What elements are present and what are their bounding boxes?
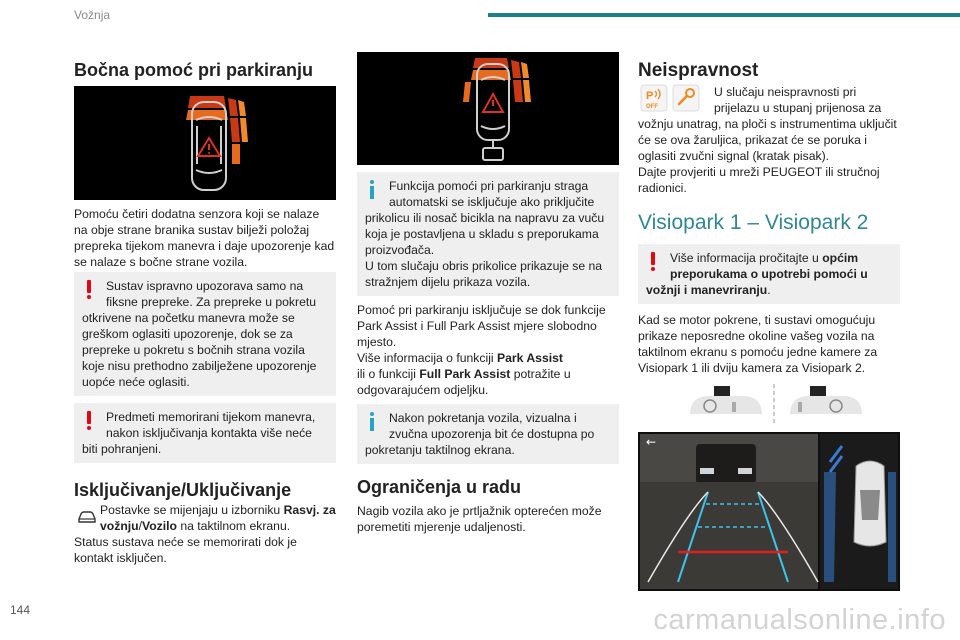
limitations-text: Nagib vozila ako je prtljažnik opterećen može poremetiti mjerenje udaljenosti. [357, 504, 602, 534]
info-trailer: Funkcija pomoći pri parkiranju straga automatski se isključuje ako priključite prikolicu ili nosač bicikla na napravu za vuču koja je postavljena u skladu s preporukama proizvođača. U tom slučaju obris prikolice prikazuje se na stražnjem dijelu prikaza vozila. [357, 172, 619, 296]
back-arrow-icon: ← [646, 435, 657, 449]
toggle-text: Postavke se mijenjaju u izborniku Rasvj. za vožnju/Vozilo na taktilnom ekranu. Status sustava neće se memorirati dok je kontakt isključen. [74, 503, 336, 565]
section-title-fault: Neispravnost [638, 60, 759, 81]
warning-triangle-icon [198, 138, 220, 156]
note-general-recommendations: Više informacija pročitajte u općim preporukama o upotrebi pomoći u vožnji i manevriranju. [638, 244, 900, 304]
info-icon [367, 412, 377, 431]
exclamation-icon [648, 252, 658, 271]
warning-triangle-icon [483, 94, 503, 112]
camera-position-diagram [686, 384, 886, 424]
section-title-side-parking: Bočna pomoć pri parkiranju [74, 60, 314, 80]
exclamation-icon [84, 411, 94, 430]
fault-text: U slučaju neispravnosti pri prijelazu u stupanj prijenosa za vožnju unatrag, na ploči s instrumentima uključit će se ova žaruljica, prikazat će se poruka i oglasiti zvučni signal (kratak pisak). Dajte provjeriti u mreži PEUGEOT ili stručnoj radionici. [638, 85, 897, 195]
section-title-visiopark: Visiopark 1 – Visiopark 2 [638, 211, 869, 234]
rear-camera-icon [690, 386, 762, 414]
section-title-limitations: Ograničenja u radu [357, 477, 522, 497]
trailer-outline-icon [483, 140, 503, 160]
info-icon [367, 180, 377, 199]
watermark: carmanualsonline.info [653, 604, 946, 636]
warning-memorized-objects: Predmeti memorirani tijekom manevra, nakon isključivanja kontakta više neće biti pohranjeni. [74, 403, 336, 463]
camera-view [640, 434, 818, 589]
svg-text:OFF: OFF [646, 104, 658, 110]
side-parking-figure [74, 86, 336, 200]
visiopark-text: Kad se motor pokrene, ti sustavi omogućuju prikaze neposredne okoline vašeg vozila na taktilnom ekranu s pomoću jedne kamere za Visiopark 1 ili dviju kamera za Visiopark 2. [638, 313, 878, 375]
park-assist-text: Pomoć pri parkiranju isključuje se dok funkcije Park Assist i Full Park Assist mjere slobodno mjesto. Više informacija o funkciji Park Assist ili o funkciji Full Park Assist potražite u odgovarajućem odjeljku. [357, 303, 606, 397]
header-accent-bar [488, 13, 960, 17]
page-number: 144 [10, 603, 31, 617]
car-sensor-diagram [74, 86, 336, 200]
section-title-toggle: Isključivanje/Uključivanje [74, 480, 292, 500]
svg-text:P: P [646, 90, 654, 102]
top-view [820, 434, 898, 589]
exclamation-icon [84, 280, 94, 299]
info-startup: Nakon pokretanja vozila, vizualna i zvučna upozorenja bit će dostupna po pokretanju taktilnog ekrana. [357, 404, 619, 464]
rear-parking-trailer-figure [357, 52, 619, 165]
car-trailer-diagram [357, 52, 619, 165]
visiopark-screen-figure [638, 432, 900, 591]
side-parking-intro: Pomoću četiri dodatna senzora koji se nalaze na obje strane branika sustav bilježi položaj prepreka tijekom manevra i daje upozorenje kad se nalaze s bočne strane vozila. [74, 207, 335, 269]
warning-fixed-obstacles: Sustav ispravno upozorava samo na fiksne prepreke. Za prepreke u pokretu otkrivene na početku manevra može se greškom oglasiti upozorenje, dok se za prepreke u pokretu s bočnih strana vozila koje nisu prethodno zabilježene upozorenje uopće neće oglasiti. [74, 272, 336, 396]
header-section: Vožnja [74, 8, 111, 22]
front-camera-icon [790, 386, 862, 414]
